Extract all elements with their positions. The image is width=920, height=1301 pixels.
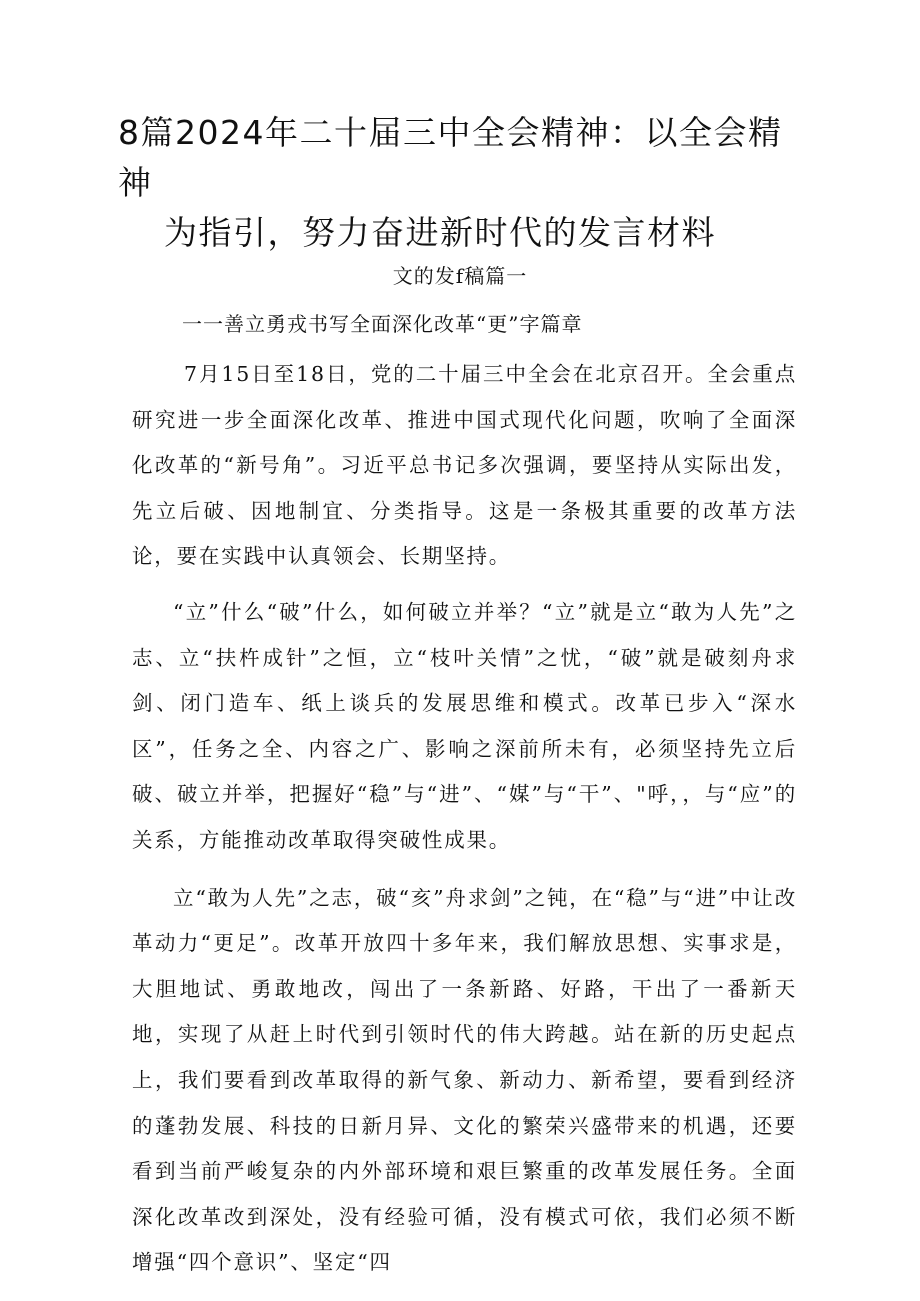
body-text <box>132 352 797 1286</box>
section-subheading: 一一善立勇戎书写全面深化改革“更”字篇章 <box>182 312 583 336</box>
title-line-2: 为指引，努力奋进新时代的发言材料 <box>164 213 716 252</box>
section-heading: 文的发f稿篇一 <box>392 264 528 288</box>
paragraph-1: 7月15日至18日，党的二十届三中全会在北京召开。全会重点研究进一步全面深化改革、推进中国式现代化问题，吹响了全面深化改革的“新号角”。习近平总书记多次强调，要坚持从实际出发，先立后破、因地制宜、分类指导。这是一条极其重要的改革方法论，要在实践中认真领会、长期坚持。 <box>132 362 797 569</box>
document-title <box>118 108 808 258</box>
paragraph-2: “立”什么“破”什么，如何破立并举？“立”就是立“敢为人先”之志、立“扶杵成针”之恒，立“枝叶关情”之忧，“破”就是破刻舟求剑、闭门造车、纸上谈兵的发展思维和模式。改革已步入“深水区”，任务之全、内容之广、影响之深前所未有，必须坚持先立后破、破立并举，把握好“稳”与“进”、“媒”与“干”、"呼，，与“应”的关系，方能推动改革取得突破性成果。 <box>132 599 797 852</box>
title-line-1: 8篇2024年二十届三中全会精神：以全会精神 <box>118 113 783 202</box>
paragraph-3: 立“敢为人先”之志，破“亥”舟求剑”之钝，在“稳”与“进”中让改革动力“更足”。改革开放四十多年来，我们解放思想、实事求是，大胆地试、勇敢地改，闯出了一条新路、好路，干出了一番新天地，实现了从赶上时代到引领时代的伟大跨越。站在新的历史起点上，我们要看到改革取得的新气象、新动力、新希望，要看到经济的蓬勃发展、科技的日新月异、文化的繁荣兴盛带来的机遇，还要看到当前严峻复杂的内外部环境和艰巨繁重的改革发展任务。全面深化改革改到深处，没有经验可循，没有模式可依，我们必须不断增强“四个意识”、坚定“四 <box>132 885 797 1275</box>
